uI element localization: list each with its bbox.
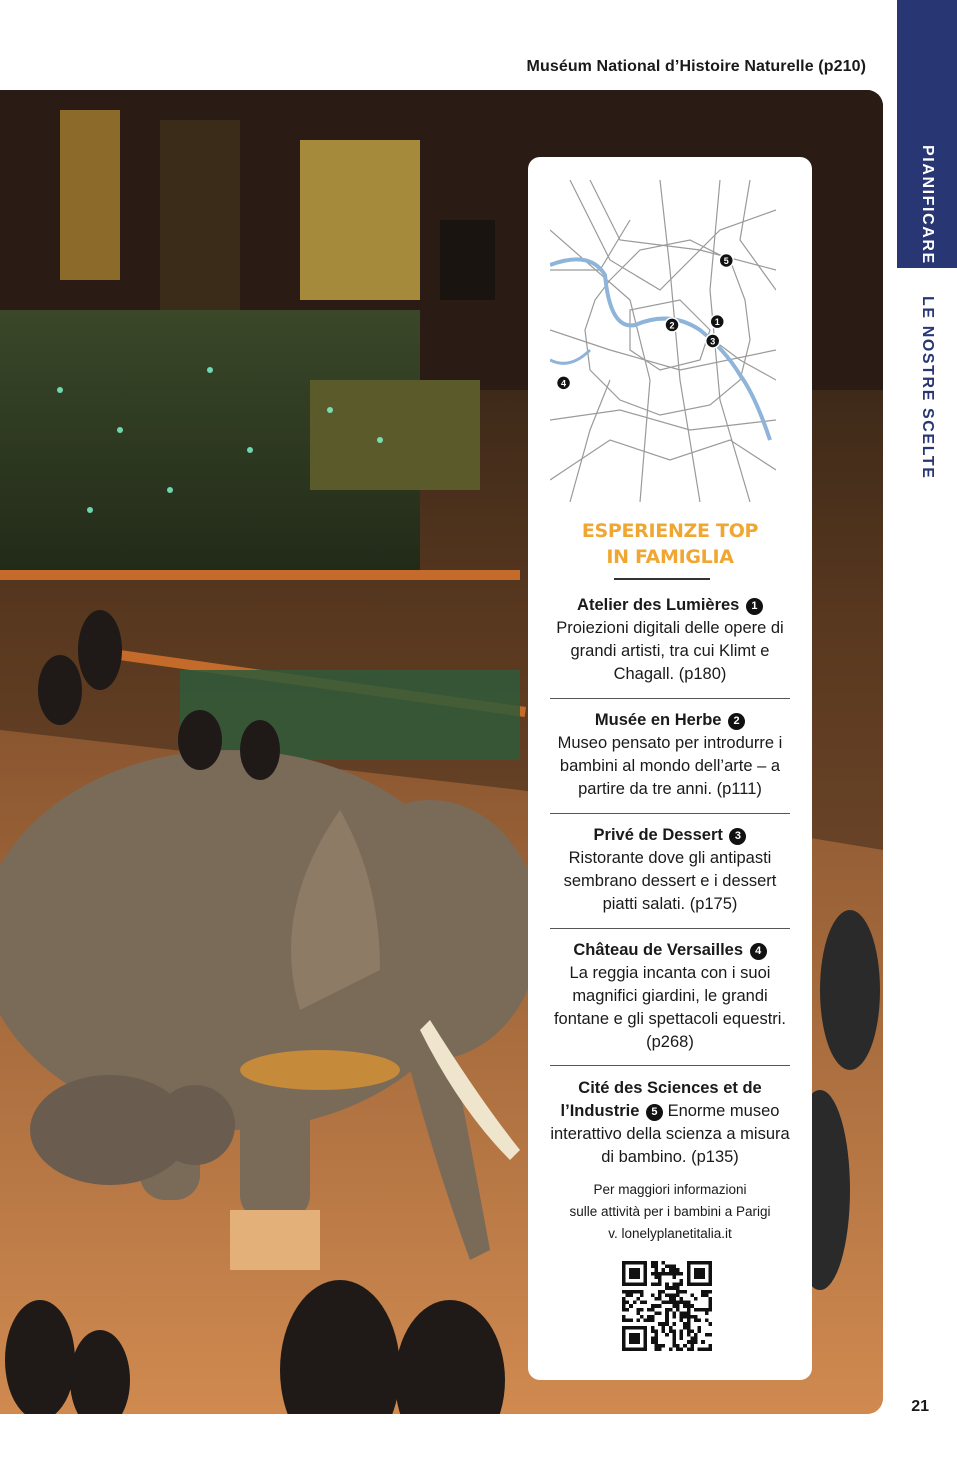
divider bbox=[550, 698, 790, 699]
svg-text:4: 4 bbox=[561, 378, 567, 389]
more-info-link[interactable]: v. lonelyplanetitalia.it bbox=[608, 1226, 732, 1241]
paris-map bbox=[550, 180, 776, 502]
title-divider bbox=[614, 578, 710, 580]
map-marker-1 bbox=[710, 315, 724, 329]
page-number: 21 bbox=[911, 1398, 929, 1415]
map-marker-5 bbox=[719, 254, 733, 268]
entry-text-rest: interattivo della scienza a misura di bambino. (p135) bbox=[550, 1125, 790, 1166]
entry-name-line2: l’Industrie bbox=[560, 1102, 640, 1120]
divider bbox=[550, 928, 790, 929]
side-tab-label: PIANIFICARE bbox=[919, 145, 936, 265]
divider bbox=[550, 813, 790, 814]
qr-code-icon[interactable] bbox=[622, 1261, 712, 1351]
more-info-line1: Per maggiori informazioni bbox=[593, 1182, 747, 1197]
entry-name: Privé de Dessert bbox=[593, 826, 723, 844]
entry-cite-des-sciences bbox=[550, 1077, 790, 1169]
entry-atelier-des-lumieres bbox=[550, 594, 790, 686]
more-info-line2: sulle attività per i bambini a Parigi bbox=[569, 1204, 771, 1219]
map-marker-4 bbox=[557, 376, 571, 390]
side-subtitle: LE NOSTRE SCELTE bbox=[919, 296, 936, 480]
entry-name: Musée en Herbe bbox=[594, 711, 722, 729]
entry-name: Château de Versailles bbox=[573, 941, 744, 959]
entry-musee-en-herbe bbox=[550, 709, 790, 801]
number-badge-icon: 5 bbox=[646, 1104, 663, 1121]
entry-text: Ristorante dove gli antipasti sembrano dessert e i dessert piatti salati. (p175) bbox=[563, 849, 777, 913]
divider bbox=[550, 1065, 790, 1066]
card-title-line1: ESPERIENZE TOP bbox=[581, 520, 759, 542]
entry-name-line1: Cité des Sciences et de bbox=[578, 1079, 762, 1097]
card-title-line2: IN FAMIGLIA bbox=[606, 546, 734, 568]
number-badge-icon: 3 bbox=[729, 828, 746, 845]
card-title bbox=[528, 518, 812, 570]
svg-text:5: 5 bbox=[723, 256, 729, 266]
entry-name: Atelier des Lumières bbox=[577, 596, 740, 614]
number-badge-icon: 2 bbox=[728, 713, 745, 730]
entry-text: Proiezioni digitali delle opere di grandi artisti, tra cui Klimt e Chagall. (p180) bbox=[556, 619, 784, 683]
svg-text:1: 1 bbox=[714, 317, 720, 328]
entry-chateau-de-versailles bbox=[550, 939, 790, 1054]
entry-text: La reggia incanta con i suoi magnifici giardini, le grandi fontane e gli spettacoli equestri. (p268) bbox=[553, 964, 787, 1051]
number-badge-icon: 4 bbox=[750, 943, 767, 960]
map-marker-3 bbox=[706, 334, 720, 348]
number-badge-icon: 1 bbox=[746, 598, 763, 615]
more-info bbox=[528, 1179, 812, 1245]
entry-text: Museo pensato per introdurre i bambini al mondo dell’arte – a partire da tre anni. (p111) bbox=[557, 734, 783, 798]
entry-text-part1: Enorme museo bbox=[667, 1102, 780, 1120]
svg-text:2: 2 bbox=[669, 320, 675, 331]
entry-prive-de-dessert bbox=[550, 824, 790, 916]
photo-caption: Muséum National d’Histoire Naturelle (p210) bbox=[526, 58, 866, 75]
side-tab bbox=[897, 0, 957, 268]
map-marker-2 bbox=[665, 318, 679, 332]
svg-text:3: 3 bbox=[710, 336, 716, 347]
family-experiences-card bbox=[528, 157, 812, 1380]
